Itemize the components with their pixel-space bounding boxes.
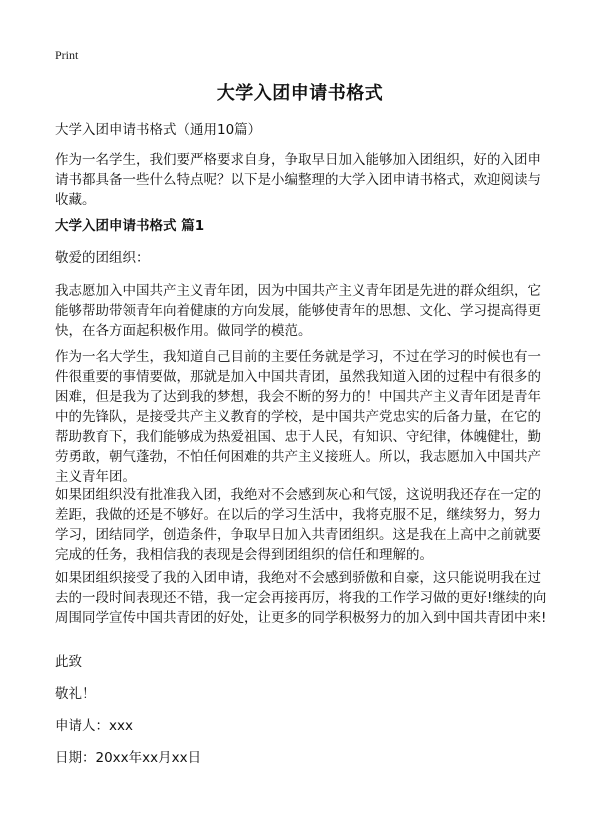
date-line: 日期：20xx年xx月xx日 — [55, 750, 202, 766]
salutation: 敬爱的团组织： — [55, 250, 150, 266]
body-paragraph-1: 我志愿加入中国共产主义青年团，因为中国共产主义青年团是先进的群众组织，它能够帮助带领青年向着健康的方向发展，能够使青年的思想、文化、学习提高得更快，在各方面起积极作用。做同学的模范。 — [55, 283, 541, 339]
print-label: Print — [55, 48, 79, 62]
closing-line-1: 此致 — [55, 654, 82, 670]
document-title: 大学入团申请书格式 — [216, 83, 384, 104]
intro-paragraph: 作为一名学生，我们要严格要求自身，争取早日加入能够加入团组织，好的入团申请书都具备一些什么特点呢？以下是小编整理的大学入团申请书格式，欢迎阅读与收藏。 — [55, 152, 541, 208]
document-subtitle: 大学入团申请书格式（通用10篇） — [55, 122, 262, 138]
body-paragraph-2: 作为一名大学生，我知道自己目前的主要任务就是学习，不过在学习的时候也有一件很重要的事情要做，那就是加入中国共青团，虽然我知道入团的过程中有很多的困难，但是我为了达到我的梦想，我会不断的努力的！中国共产主义青年团是青年中的先锋队，是接受共产主义教育的学校，是中国共产党忠实的后备力量，在它的帮助教育下，我们能够成为热爱祖国、忠于人民，有知识、守纪律，体魄健壮，勤劳勇敢，朝气蓬勃，不怕任何困难的共产主义接班人。所以，我志愿加入中国共产主义青年团。 — [55, 349, 541, 485]
body-paragraph-3: 如果团组织没有批准我入团，我绝对不会感到灰心和气馁，这说明我还存在一定的差距，我做的还是不够好。在以后的学习生活中，我将克服不足，继续努力，努力学习，团结同学，创造条件，争取早日加入共青团组织。这是我在上高中之前就要完成的任务，我相信我的表现是会得到团组织的信任和理解的。 — [55, 487, 541, 563]
closing-line-2: 敬礼！ — [55, 686, 96, 702]
section-heading: 大学入团申请书格式 篇1 — [55, 218, 205, 234]
body-paragraph-4: 如果团组织接受了我的入团申请，我绝对不会感到骄傲和自豪，这只能说明我在过去的一段时间表现还不错，我一定会再接再厉，将我的工作学习做的更好!继续的向周围同学宣传中国共青团的好处，让更多的同学积极努力的加入到中国共青团中来! — [55, 570, 547, 626]
applicant-line: 申请人：xxx — [55, 718, 133, 734]
